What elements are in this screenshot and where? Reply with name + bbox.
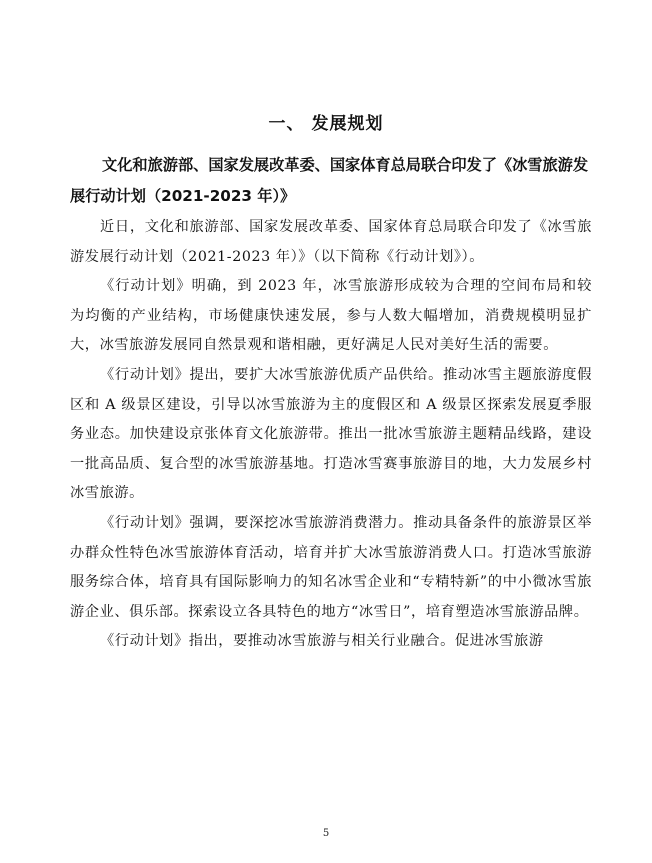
paragraph: 《行动计划》提出，要扩大冰雪旅游优质产品供给。推动冰雪主题旅游度假区和 A 级景区建设，引导以冰雪旅游为主的度假区和 A 级景区探索发展夏季服务业态。加快建设京张体育文化旅游带。推出一批冰雪旅游主题精品线路，建设一批高品质、复合型的冰雪旅游基地。打造冰雪赛事旅游目的地，大力发展乡村冰雪旅游。: [70, 366, 592, 502]
article-subheading: 文化和旅游部、国家发展改革委、国家体育总局联合印发了《冰雪旅游发展行动计划（2021-2023 年）》: [70, 156, 588, 205]
section-heading: 一、 发展规划: [268, 114, 384, 134]
paragraph: 《行动计划》强调，要深挖冰雪旅游消费潜力。推动具备条件的旅游景区举办群众性特色冰雪旅游体育活动，培育并扩大冰雪旅游消费人口。打造冰雪旅游服务综合体，培育具有国际影响力的知名冰雪企业和“专精特新”的中小微冰雪旅游企业、俱乐部。探索设立各具特色的地方“冰雪日”，培育塑造冰雪旅游品牌。: [70, 514, 592, 620]
paragraph: 《行动计划》指出，要推动冰雪旅游与相关行业融合。促进冰雪旅游: [100, 633, 544, 650]
page-number: 5: [322, 828, 330, 839]
paragraph: 近日，文化和旅游部、国家发展改革委、国家体育总局联合印发了《冰雪旅游发展行动计划（2021-2023 年）》（以下简称《行动计划》）。: [70, 219, 592, 265]
article-body: [70, 213, 592, 657]
paragraph: 《行动计划》明确，到 2023 年，冰雪旅游形成较为合理的空间布局和较为均衡的产业结构，市场健康快速发展，参与人数大幅增加，消费规模明显扩大，冰雪旅游发展同自然景观和谐相融，更好满足人民对美好生活的需要。: [70, 278, 592, 354]
